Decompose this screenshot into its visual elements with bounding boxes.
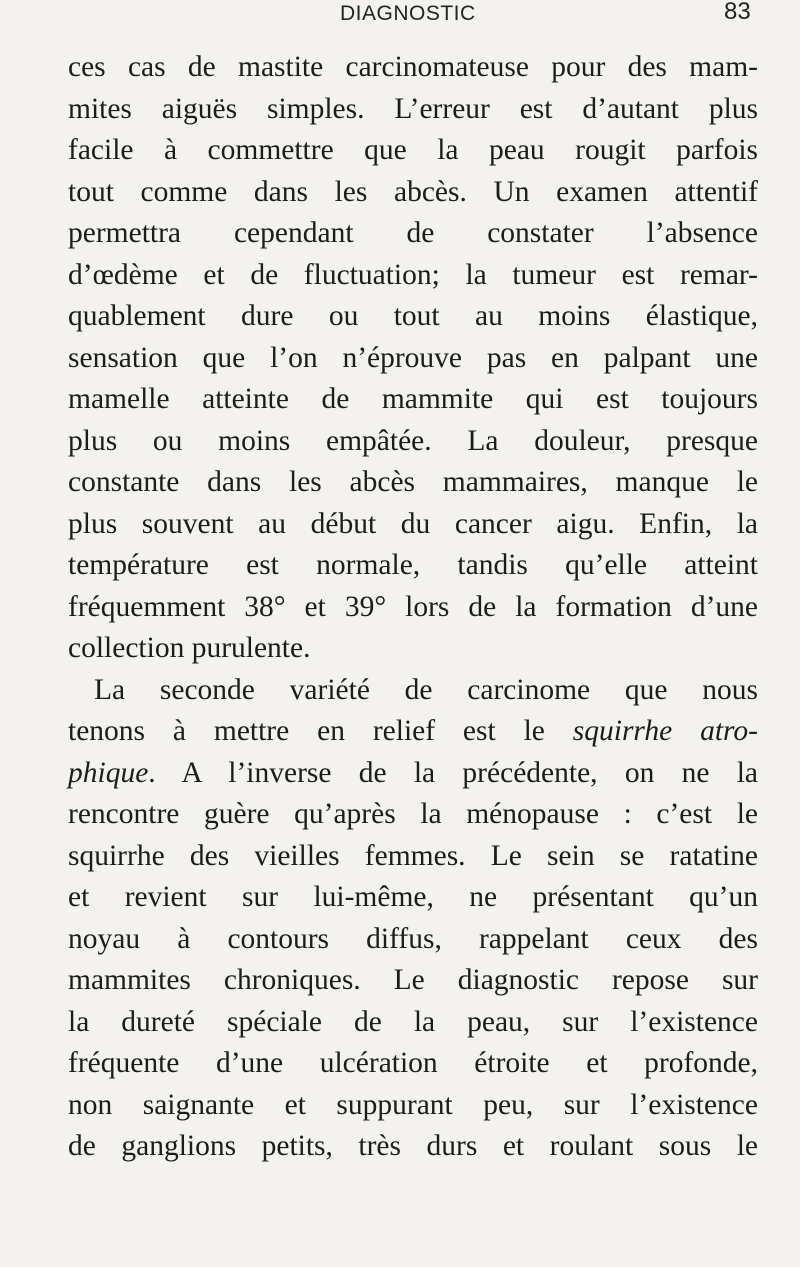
- text-line-with-italic: [68, 711, 758, 753]
- body-text: [68, 47, 758, 1168]
- italic-term: phique: [68, 756, 149, 789]
- text-line: rencontre guère qu’après la ménopause : c’est le: [68, 798, 758, 830]
- text-line: tout comme dans les abcès. Un examen attentif: [68, 175, 758, 208]
- text-line: non saignante et suppurant peu, sur l’existence: [68, 1088, 758, 1121]
- text-line: quablement dure ou tout au moins élastique,: [68, 300, 758, 332]
- text-line: plus souvent au début du cancer aigu. Enfin, la: [68, 507, 758, 540]
- text-line: noyau à contours diffus, rappelant ceux des: [68, 922, 758, 955]
- text-line: facile à commettre que la peau rougit parfois: [68, 134, 758, 166]
- text-line: mammites chroniques. Le diagnostic repose sur: [68, 964, 758, 996]
- text-line: fréquente d’une ulcération étroite et profonde,: [68, 1047, 758, 1079]
- text-run: tenons à mettre en relief est le: [68, 715, 573, 747]
- paragraph-end-line: collection purulente.: [68, 632, 311, 664]
- text-line: et revient sur lui-même, ne présentant qu’un: [68, 881, 758, 913]
- text-line: la dureté spéciale de la peau, sur l’existence: [68, 1005, 758, 1038]
- text-line: squirrhe des vieilles femmes. Le sein se ratatine: [68, 839, 758, 872]
- text-line-with-italic: [68, 753, 758, 795]
- text-line: permettra cependant de constater l’absence: [68, 217, 758, 249]
- italic-term: squirrhe atro-: [572, 715, 758, 747]
- text-line: de ganglions petits, très durs et roulant sous le: [68, 1130, 758, 1162]
- text-line: mamelle atteinte de mammite qui est toujours: [68, 383, 758, 415]
- text-line: ces cas de mastite carcinomateuse pour des mam-: [68, 51, 758, 83]
- running-head-title: DIAGNOSTIC: [340, 2, 476, 25]
- text-line: fréquemment 38° et 39° lors de la formation d’une: [68, 590, 758, 623]
- text-line: sensation que l’on n’éprouve pas en palpant une: [68, 341, 758, 374]
- text-line: constante dans les abcès mammaires, manque le: [68, 466, 758, 498]
- paragraph-start-line: La seconde variété de carcinome que nous: [94, 673, 758, 706]
- text-line: mites aiguës simples. L’erreur est d’autant plus: [68, 92, 758, 125]
- text-line: température est normale, tandis qu’elle atteint: [68, 549, 758, 581]
- text-line: plus ou moins empâtée. La douleur, presque: [68, 424, 758, 457]
- text-line: d’œdème et de fluctuation; la tumeur est remar-: [68, 258, 758, 291]
- running-head: [0, 2, 800, 32]
- page-number: 83: [724, 0, 751, 25]
- text-run: . A l’inverse de la précédente, on ne la: [148, 756, 758, 789]
